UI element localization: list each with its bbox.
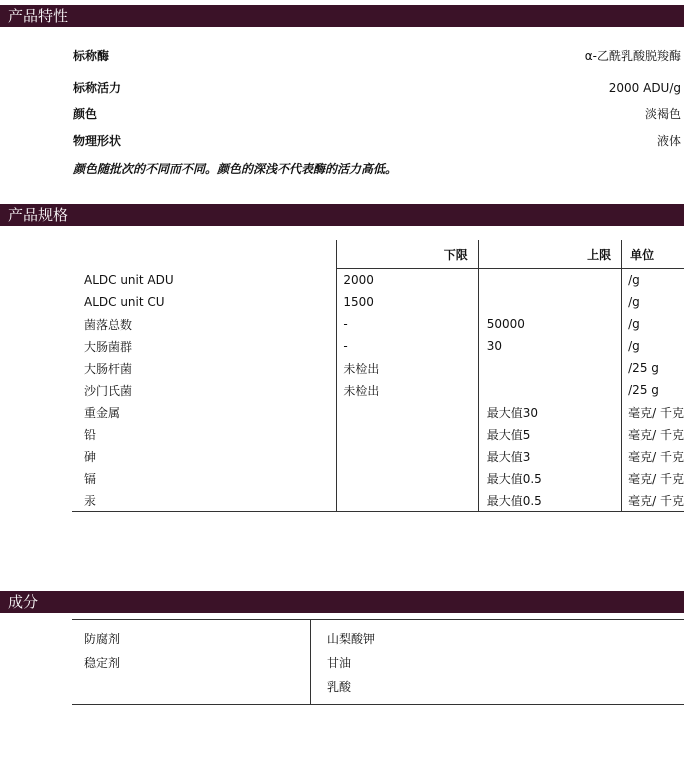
cell-item: ALDC unit ADU [84,272,174,287]
cell-unit: /g [622,291,684,313]
property-row [73,133,681,149]
cell-unit: /g [622,269,684,292]
cell-unit: 毫克/ 千克 [622,467,684,489]
cell-upper: 50000 [478,313,621,335]
property-value: 液体 [656,134,681,148]
cell-lower [337,423,478,445]
cell-upper: 最大值30 [478,401,621,423]
cell-lower [337,467,478,489]
property-label: 颜色 [73,107,98,121]
cell-upper [478,269,621,292]
cell-lower: 未检出 [337,357,478,379]
cell-unit: 毫克/ 千克 [622,401,684,423]
table-row [72,674,684,705]
cell-lower: 未检出 [337,379,478,401]
cell-upper: 最大值0.5 [478,489,621,512]
property-row [73,106,681,122]
ingredient-name: 乳酸 [311,674,684,705]
cell-upper: 最大值0.5 [478,467,621,489]
cell-upper: 30 [478,335,621,357]
property-label: 标称活力 [73,81,122,95]
ingredient-type: 防腐剂 [84,631,121,646]
table-row [72,489,684,512]
section-title: 成分 [8,593,39,611]
cell-lower [337,489,478,512]
cell-unit: 毫克/ 千克 [622,489,684,512]
cell-unit: /g [622,313,684,335]
cell-item: 菌落总数 [84,317,133,332]
color-note: 颜色随批次的不同而不同。颜色的深浅不代表酶的活力高低。 [73,162,398,176]
table-row [72,269,684,292]
table-row [72,357,684,379]
property-label: 标称酶 [73,49,110,63]
section-header-ingredients [0,591,684,613]
cell-lower: 1500 [337,291,478,313]
ingredient-name: 甘油 [311,650,684,674]
table-row [72,423,684,445]
table-header-row [72,240,684,269]
cell-upper: 最大值3 [478,445,621,467]
property-label: 物理形状 [73,134,122,148]
ingredient-name: 山梨酸钾 [311,620,684,651]
cell-item: 大肠菌群 [84,339,133,354]
property-value: 淡褐色 [644,107,681,121]
table-row [72,467,684,489]
cell-item: 沙门氏菌 [84,383,133,398]
section-title: 产品特性 [8,7,69,25]
cell-unit: /25 g [622,357,684,379]
cell-upper [478,291,621,313]
ingredient-type [72,674,311,705]
table-row [72,401,684,423]
section-title: 产品规格 [8,206,69,224]
header-cell [72,240,337,269]
property-row [73,48,681,64]
cell-item: 镉 [84,471,97,486]
header-unit: 单位 [622,240,684,269]
cell-unit: 毫克/ 千克 [622,423,684,445]
cell-item: ALDC unit CU [84,295,165,309]
table-row [72,313,684,335]
cell-lower [337,401,478,423]
ingredient-type: 稳定剂 [84,655,121,670]
cell-upper: 最大值5 [478,423,621,445]
table-row [72,445,684,467]
cell-lower: - [337,313,478,335]
cell-unit: /g [622,335,684,357]
property-row [73,80,681,96]
table-row [72,379,684,401]
table-row [72,291,684,313]
cell-upper [478,379,621,401]
header-lower: 下限 [337,240,478,269]
cell-lower [337,445,478,467]
specs-table [72,240,684,512]
property-value: 2000 ADU/g [608,81,681,95]
cell-lower: - [337,335,478,357]
cell-item: 汞 [72,489,337,512]
cell-upper [478,357,621,379]
header-upper: 上限 [478,240,621,269]
table-row [72,650,684,674]
table-row [72,620,684,651]
cell-item: 砷 [84,449,97,464]
cell-item: 重金属 [84,405,121,420]
cell-item: 大肠杆菌 [84,361,133,376]
cell-unit: /25 g [622,379,684,401]
table-row [72,335,684,357]
ingredients-table [72,619,684,705]
cell-lower: 2000 [337,269,478,292]
section-header-properties [0,5,684,27]
cell-unit: 毫克/ 千克 [622,445,684,467]
property-value: α-乙酰乳酸脱羧酶 [584,49,681,63]
cell-item: 铅 [84,427,97,442]
section-header-specs [0,204,684,226]
